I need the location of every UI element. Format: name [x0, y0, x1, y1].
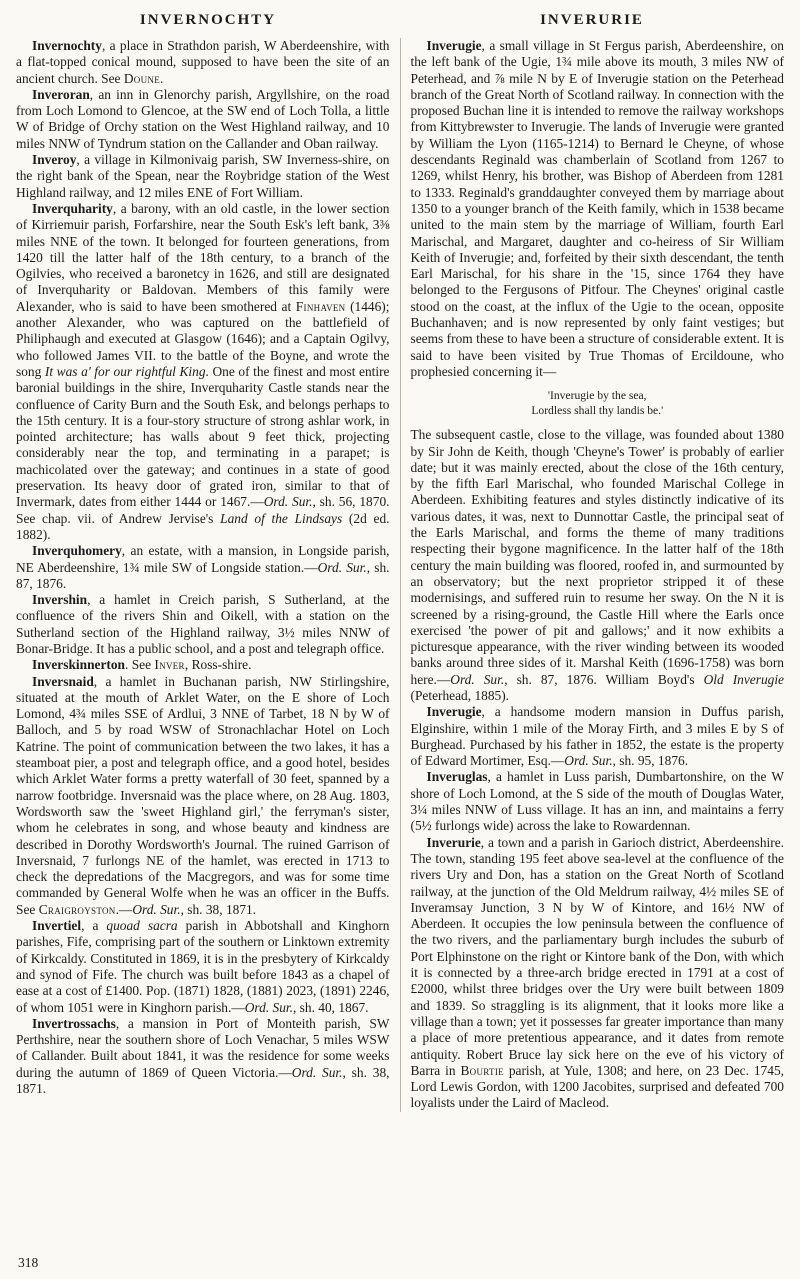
entry-invershin — [16, 592, 390, 657]
cross-reference: Inver — [154, 657, 185, 673]
entry-term: Inversnaid — [32, 673, 94, 689]
entry-paragraph: Inverquhomery, an estate, with a mansion, in Longside parish, NE Aberdeenshire, 1¾ mile SW of Longside station.—Ord. Sur., sh. 87, 1876. — [16, 543, 390, 591]
entry-paragraph: Inverugie, a handsome modern mansion in Duffus parish, Elginshire, within 1 mile of the Moray Firth, and 3 miles E by S of Burghead. Purchased by his father in 1852, the estate is the property of Edward Mortimer, Esq.—Ord. Sur., sh. 95, 1876. — [410, 704, 784, 769]
entry-term: Inverugie — [426, 704, 482, 720]
entry-term: Inverquharity — [32, 200, 113, 216]
entry-paragraph: Inverurie, a town and a parish in Garioch district, Aberdeenshire. The town, standing 195 feet above sea-level at the confluence of the rivers Ury and Don, has a station on the Great North of Scotland railway, at the junction of the Old Meldrum railway, 4½ miles SE of Inveramsay Junction, 3 N by W of Kintore, and 16½ NW of Aberdeen. It occupies the low peninsula between the confluence of the two rivers, and the parliamentary burgh includes the suburb of Port Elphinstone on the right or Kintore bank of the Don, with which it is connected by a three-arch bridge erected in 1791 at a cost of £2000, whilst three bridges over the Ury were built between 1809 and 1839. So straggling is its alignment, that it looks more like a village than a town; yet it possesses far greater importance than many a place of more pretentious appearance, and it dates from remote antiquity. Robert Bruce lay sick here on the eve of his victory of Barra in Bourtie parish, at Yule, 1308; and here, on 23 Dec. 1745, Lord Lewis Gordon, with 1200 Jacobites, surprised and defeated 700 loyalists under the Laird of Macleod. — [410, 834, 784, 1111]
right-running-head: INVERURIE — [540, 12, 644, 28]
entry-inverquharity — [16, 201, 390, 543]
cross-reference: Finhaven — [295, 298, 346, 314]
entry-paragraph: Inverugie, a small village in St Fergus parish, Aberdeenshire, on the left bank of the Ugie, 1¾ mile above its mouth, 3 miles NW of Peterhead, and ⅞ mile N by E of Inverugie station on the Peterhead branch of the Great North of Scotland railway. In connection with the proposed Buchan line it is intended to remove the railway workshops from Kittybrewster to Inverugie. The lands of Inverugie were granted by William the Lyon (1165-1214) to Bernard le Cheyne, of whose descendants Reginald was chamberlain of Scotland from 1267 to 1269, whilst Henry, his brother, was Bishop of Aberdeen from 1281 to 1333. Reginald's granddaughter conveyed them by marriage about 1350 to a younger branch of the Keith family, which in 1538 became united to the main stem by the marriage of William, fourth Earl Marischal, and Margaret, daughter and co-heiress of Sir William Keith of Inverugie; and, forfeited by their sixth descendant, the tenth Earl Marischal, for his share in the '15, since 1764 they have belonged to the Fergusons of Pitfour. The Cheynes' original castle stood on the coast, at the influx of the Ugie to the ocean, opposite Buchanhaven; and is now represented by only faint vestiges; but seems from these to have been a structure of considerable extent. It is said to have been visited by True Thomas of Ercildoune, who prophesied concerning it— — [410, 38, 784, 379]
entry-paragraph: Invershin, a hamlet in Creich parish, S Sutherland, at the confluence of the rivers Shin and Oikell, with a station on the Sutherland section of the Highland railway, 3½ miles NNW of Bonar-Bridge. It has a public school, and a post and telegraph office. — [16, 592, 390, 656]
entry-paragraph: Invertiel, a quoad sacra parish in Abbotshall and Kinghorn parishes, Fife, comprising part of the southern or Linktown extremity of Kirkcaldy. Constituted in 1869, it is in the presbytery of Kirkcaldy and synod of Fife. The church was built before 1843 as a chapel of ease at a cost of £1400. Pop. (1871) 1828, (1881) 2023, (1891) 2246, of whom 1051 were in Kinghorn parish.—Ord. Sur., sh. 40, 1867. — [16, 918, 390, 1015]
running-heads — [16, 12, 784, 29]
entry-term: Inveruglas — [426, 769, 488, 785]
entry-paragraph: Inveroy, a village in Kilmonivaig parish, SW Inverness-shire, on the right bank of the Spean, near the Roybridge station of the West Highland railway, and 12 miles ENE of Fort William. — [16, 152, 390, 200]
entry-inverurie — [411, 835, 785, 1112]
entry-inveroran — [16, 87, 390, 152]
entry-term: Invernochty — [32, 38, 102, 53]
entry-term: Inveroy — [32, 152, 77, 168]
entry-inveroy — [16, 152, 390, 201]
entry-paragraph: Invernochty, a place in Strathdon parish, W Aberdeenshire, with a flat-topped conical mound, supposed to have been the site of an ancient church. See Doune. — [16, 38, 390, 86]
left-column — [16, 38, 390, 1112]
text-columns — [16, 38, 784, 1112]
entry-invertrossachs — [16, 1016, 390, 1097]
cross-reference: Craigroyston — [38, 901, 116, 917]
column-divider — [400, 38, 401, 1112]
cross-reference: Doune — [123, 70, 160, 86]
entry-inverugie — [411, 704, 785, 769]
entry-inveruglas — [411, 769, 785, 834]
entry-term: Inverquhomery — [32, 543, 122, 559]
page-number: 318 — [18, 1255, 39, 1270]
entry-term: Invertrossachs — [32, 1015, 116, 1031]
entry-paragraph: Inverskinnerton. See Inver, Ross-shire. — [32, 657, 252, 673]
left-running-head: INVERNOCHTY — [139, 12, 277, 28]
entry-inverquhomery — [16, 543, 390, 592]
verse-quote: 'Inverugie by the sea, Lordless shall thy landis be.' — [531, 389, 664, 417]
entry-term: Inverugie — [426, 38, 482, 53]
entry-invertiel — [16, 918, 390, 1016]
entry-inverskinnerton — [16, 657, 390, 673]
right-column — [411, 38, 785, 1112]
cross-reference: Bourtie — [460, 1062, 504, 1078]
entry-paragraph: The subsequent castle, close to the village, was founded about 1380 by Sir John de Keith, though 'Cheyne's Tower' is probably of earlier date; but it was mainly erected, about the close of the 16th century, by the fifth Earl Marischal, who founded Marischal College in Aberdeen. Exhibiting features and styles distinctly indicative of its various dates, it was, next to Dunnottar Castle, the principal seat of the Earls Marischal, and forms the theme of many traditions respecting their bygone magnificence. In the latter half of the 18th century the main building was floored, roofed in, and surmounted by an observatory; but the next proprietor stripped it of these modernisings, and suffered ruin to resume her sway. On the N it is screened by a rising-ground, the Castle Hill where the Earls once exercised 'the power of pit and gallows;' and it now exhibits a picturesque appearance, with the river winding between its wooded banks around three sides of it. Marshal Keith (1696-1758) was born here.—Ord. Sur., sh. 87, 1876. William Boyd's Old Inverugie (Peterhead, 1885). — [410, 427, 784, 703]
entry-term: Inverurie — [426, 834, 481, 850]
entry-paragraph: Inveruglas, a hamlet in Luss parish, Dumbartonshire, on the W shore of Loch Lomond, at the S side of the mouth of Douglas Water, 3¼ miles NNW of Luss village. It has an inn, and maintains a ferry (5½ furlongs wide) across the lake to Rowardennan. — [410, 769, 784, 834]
entry-inversnaid — [16, 674, 390, 918]
entry-paragraph: Invertrossachs, a mansion in Port of Monteith parish, SW Perthshire, near the southern shore of Loch Venachar, 5 miles WSW of Callander. Built about 1841, it was the residence for some weeks during the autumn of 1869 of Queen Victoria.—Ord. Sur., sh. 38, 1871. — [16, 1015, 390, 1096]
entry-paragraph: Inveroran, an inn in Glenorchy parish, Argyllshire, on the road from Loch Lomond to Glencoe, at the SW end of Loch Tolla, a little W of Bridge of Orchy station on the West Highland railway, and 10 miles NNW of Tyndrum station on the Callander and Oban railway. — [16, 86, 390, 151]
entry-term: Inveroran — [32, 86, 90, 102]
entry-paragraph: Inverquharity, a barony, with an old castle, in the lower section of Kirriemuir parish, Forfarshire, near the South Esk's left bank, 3⅜ miles NNE of the town. It belonged for fourteen generations, from 1420 till the latter half of the 18th century, to a branch of the Ogilvies, who received a baronetcy in 1626, and still are designated of Inverquharity or Baldovan. Members of this family were Alexander, who is said to have been smothered at Finhaven (1446); another Alexander, who was captured on the battlefield of Philiphaugh and executed at Glasgow (1646); and a Captain Ogilvy, who followed James VII. to the battle of the Boyne, and wrote the song It was a' for our rightful King. One of the finest and most entire baronial buildings in the shire, Inverquharity Castle stands near the confluence of Carity Burn and the South Esk, and belongs perhaps to the 15th century. It is a four-story structure of strong ashlar work, in pointed architecture; has walls about 9 feet thick, projecting considerably near the top, and terminating in a parapet; is machicolated over the gateway; and continues in a state of good preservation. Its heavy door of grated iron, similar to that of Invermark, dates from either 1444 or 1467.—Ord. Sur., sh. 56, 1870. See chap. vii. of Andrew Jervise's Land of the Lindsays (2d ed. 1882). — [16, 200, 390, 542]
entry-invernochty — [16, 38, 390, 87]
entry-inverugie — [411, 38, 785, 704]
entry-term: Inverskinnerton — [32, 657, 126, 673]
entry-term: Invertiel — [32, 918, 82, 934]
entry-paragraph: Inversnaid, a hamlet in Buchanan parish, NW Stirlingshire, situated at the mouth of Arklet Water, on the E shore of Loch Lomond, 4¾ miles SSE of Ardlui, 3 NNE of Tarbet, 18 N by W of Balloch, and 5 by road WSW of Stronachlachar Hotel on Loch Katrine. The point of communication between the two lakes, it has a steamboat pier, a post and telegraph office, and a good hotel, besides which Arklet Water forms a pretty waterfall of 30 feet, spanned by a narrow footbridge. Inversnaid was the place where, on 28 Aug. 1803, Wordsworth saw the 'sweet Highland girl,' the ferryman's sister, whom he celebrates in song, and whose beauty and kindness are described in Dorothy Wordsworth's Journal. The ruined Garrison of Inversnaid, 7 furlongs NE of the hamlet, was erected in 1713 to check the depredations of the Macgregors, and was for some time commanded by General Wolfe when he was an officer in the Buffs. See Craigroyston.—Ord. Sur., sh. 38, 1871. — [16, 673, 390, 917]
entry-term: Invershin — [32, 592, 88, 608]
